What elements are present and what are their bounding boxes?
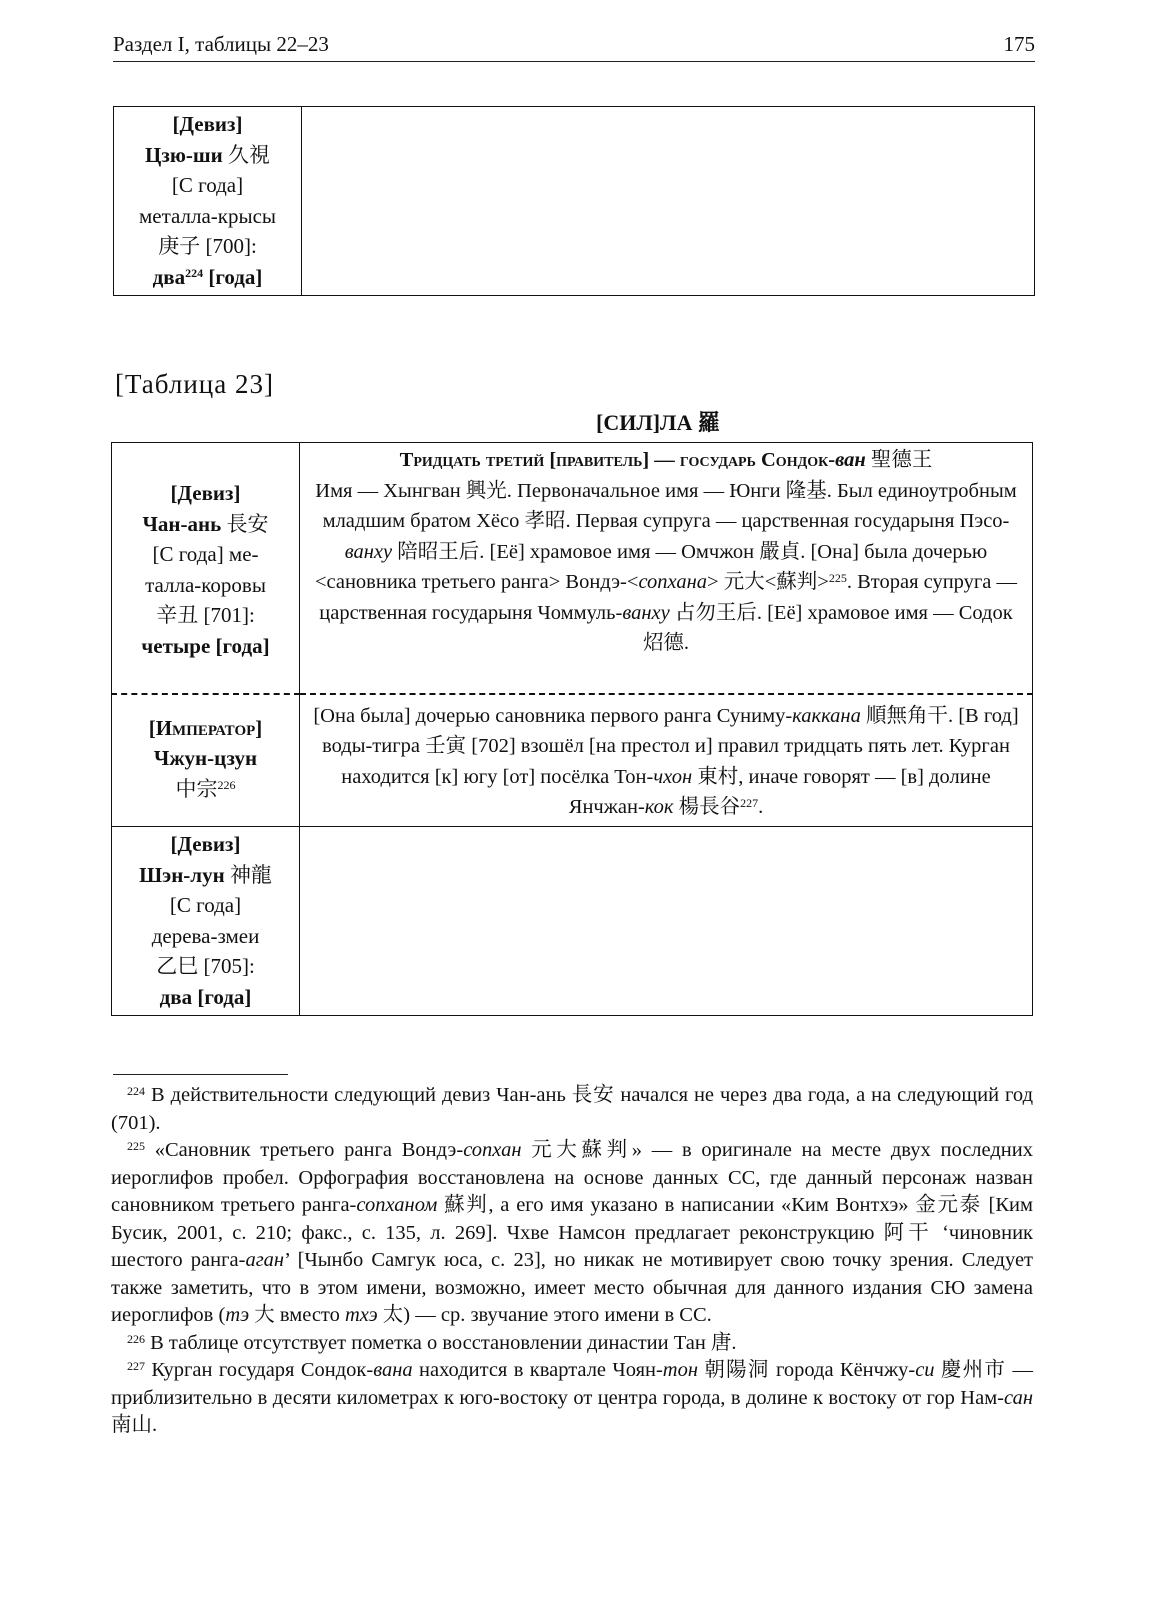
text-italic: сопханом xyxy=(356,1194,438,1216)
ruler-cell-continued xyxy=(300,694,1033,827)
text-italic: аган xyxy=(245,1249,285,1271)
text-run: 楊長谷 xyxy=(673,796,741,818)
footnotes xyxy=(111,1082,1033,1440)
text-run: . xyxy=(758,796,764,818)
era-year: 辛丑 [701]: xyxy=(156,603,255,627)
text-italic: сопхана xyxy=(638,571,708,593)
footnote-number: 227 xyxy=(127,1359,145,1373)
text-run: «Сановник третьего ранга Вондэ- xyxy=(145,1139,464,1161)
text-italic: си xyxy=(915,1359,935,1381)
text-italic: чхон xyxy=(653,765,693,788)
era-name-ru: Чан-ань xyxy=(142,511,222,536)
text-run: 大 вместо xyxy=(249,1304,345,1326)
text-italic: ванху xyxy=(344,540,393,563)
ruler-title: Тридцать третий [правитель] — государь Сондок- xyxy=(399,449,836,471)
duration-num: два xyxy=(152,264,186,289)
ruler-heading xyxy=(308,445,1024,476)
era-name-cjk: 神龍 xyxy=(224,862,272,887)
era-name-ru: Цзю-ши xyxy=(145,142,223,167)
empty-cell xyxy=(302,107,1035,296)
era-label: [Девиз] xyxy=(170,481,241,505)
era-since: [С года] xyxy=(171,173,244,197)
era-name-cjk: 久視 xyxy=(227,142,270,167)
text-run: Курган государя Сондок- xyxy=(145,1359,374,1381)
era-cell xyxy=(112,827,300,1016)
dynasty-heading: [СИЛ]ЛА 羅 xyxy=(596,410,720,435)
section-title: Раздел I, таблицы 22–23 xyxy=(113,32,329,56)
footnote-227 xyxy=(111,1357,1033,1440)
empty-cell xyxy=(300,827,1033,1016)
era-cell xyxy=(114,107,302,296)
text-run: . Вторая супруга — царственная государыня Чоммуль- xyxy=(319,571,1018,624)
era-duration: четыре [года] xyxy=(141,633,270,658)
era-label: [Девиз] xyxy=(172,112,243,136)
footnote-ref: 226 xyxy=(217,777,236,792)
duration-unit: [года] xyxy=(203,264,263,289)
table-22-tail xyxy=(113,106,1035,296)
footnote-number: 224 xyxy=(127,1084,145,1098)
ruler-title-cjk: 聖德王 xyxy=(865,449,933,471)
ruler-text xyxy=(308,476,1024,659)
footnote-text: В действительности следующий девиз Чан-ань 長安 начался не через два года, а на следующий год (701). xyxy=(111,1084,1033,1134)
era-duration xyxy=(116,262,299,293)
ruler-cell xyxy=(300,443,1033,694)
footnote-rule xyxy=(113,1074,288,1075)
text-italic: ванху xyxy=(622,601,670,624)
era-name-cjk: 長安 xyxy=(221,511,269,536)
table-caption: [Таблица 23] xyxy=(115,369,274,399)
text-run: Имя — Хынгван 興光. Первоначальное имя — Юнги 隆基. Был единоутробным младшим братом Хёсо 孝昭. Первая супруга — царственная государыня Пэсо- xyxy=(315,479,1017,532)
era-cell xyxy=(112,443,300,694)
emperor-cjk: 中宗 xyxy=(175,776,218,801)
era-duration: два [года] xyxy=(159,984,252,1009)
text-run: 占勿王后. [Её] храмовое имя — Содок 炤德. xyxy=(642,601,1013,654)
era-since: [С года] ме- xyxy=(152,542,259,566)
footnote-text: В таблице отсутствует пометка о восстановлении династии Тан 唐. xyxy=(145,1331,737,1354)
era-name xyxy=(116,140,299,171)
footnote-ref: 224 xyxy=(185,265,204,280)
text-italic: сан xyxy=(1004,1386,1033,1409)
text-run: 東村, иначе говорят — [в] долине Янчжан- xyxy=(568,765,991,818)
text-run: 順無角干. [В год] воды-тигра 壬寅 [702] взошёл [на престол и] правил тридцать пять лет. Курган находится [к] югу [от] посёлка Тон- xyxy=(322,704,1019,788)
text-run: 太) — ср. звучание этого имени в СС. xyxy=(377,1304,712,1326)
text-italic: вана xyxy=(373,1359,413,1381)
era-since: [С года] xyxy=(169,893,242,917)
text-italic: тон xyxy=(662,1359,699,1381)
era-cycle: металла-крысы xyxy=(138,203,277,228)
era-year: 庚子 [700]: xyxy=(158,234,257,258)
footnote-ref: 227 xyxy=(740,796,759,810)
era-name xyxy=(114,509,297,540)
text-run: 南山. xyxy=(111,1414,158,1436)
era-cycle: талла-коровы xyxy=(145,572,266,597)
text-run: > 元大<蘇判> xyxy=(707,571,829,593)
text-run: находится в квартале Чоян- xyxy=(412,1359,663,1381)
text-run: ’ [Чынбо Самгук юса, с. 23], но никак не мотивирует свою точку зрения. Следует также заметить, что в этом имени, возможно, имеет место обычная для данного издания СЮ замена иероглифов ( xyxy=(111,1249,1033,1326)
text-run: 蘇判, а его имя указано в написании «Ким Вонтхэ» 金元泰 [Ким Бусик, 2001, с. 210; факс., с. 135, л. 269]. Чхве Намсон предлагает реконструкцию 阿干 ‘чиновник шестого ранга- xyxy=(111,1194,1033,1271)
footnote-number: 226 xyxy=(127,1331,145,1346)
era-label: [Девиз] xyxy=(170,832,241,856)
page-number: 175 xyxy=(1003,32,1035,56)
text-italic: тэ xyxy=(225,1304,250,1326)
text-run: 慶州市 — приблизительно в десяти километрах к юго-востоку от центра города, в долине к востоку от гор Нам- xyxy=(111,1359,1033,1409)
ruler-title-italic: ван xyxy=(835,449,866,471)
era-name-ru: Шэн-лун xyxy=(139,862,225,887)
footnote-226 xyxy=(111,1330,1033,1358)
text-run: 朝陽洞 города Кёнчжу- xyxy=(698,1359,916,1381)
era-year: 乙巳 [705]: xyxy=(156,954,255,978)
footnote-number: 225 xyxy=(127,1139,145,1153)
text-run: [Она была] дочерью сановника первого ранга Суниму- xyxy=(313,704,793,727)
era-name xyxy=(114,860,297,891)
text-italic: сопхан xyxy=(463,1139,522,1161)
era-cycle: дерева-змеи xyxy=(151,923,260,948)
text-run: 陪昭王后. [Её] храмовое имя — Омчжон 嚴貞. [Она] была дочерью <сановника третьего ранга> Вондэ-< xyxy=(314,540,988,593)
footnote-ref: 225 xyxy=(828,571,847,585)
emperor-name-cjk xyxy=(114,774,297,805)
text-italic: кок xyxy=(644,796,674,818)
text-italic: тхэ xyxy=(344,1304,378,1326)
running-head xyxy=(113,32,1035,62)
table-23 xyxy=(111,442,1033,1016)
text-run: 元大蘇判» — в оригинале на месте двух последних иероглифов пробел. Орфография восстановлена на основе данных СС, где данный персонаж назван сановником третьего ранга- xyxy=(111,1139,1033,1216)
footnote-224 xyxy=(111,1082,1033,1137)
emperor-cell xyxy=(112,694,300,827)
emperor-name: Чжун-цзун xyxy=(153,746,258,770)
footnote-225 xyxy=(111,1137,1033,1330)
emperor-label: [Император] xyxy=(148,715,263,740)
text-italic: каккана xyxy=(792,704,861,727)
